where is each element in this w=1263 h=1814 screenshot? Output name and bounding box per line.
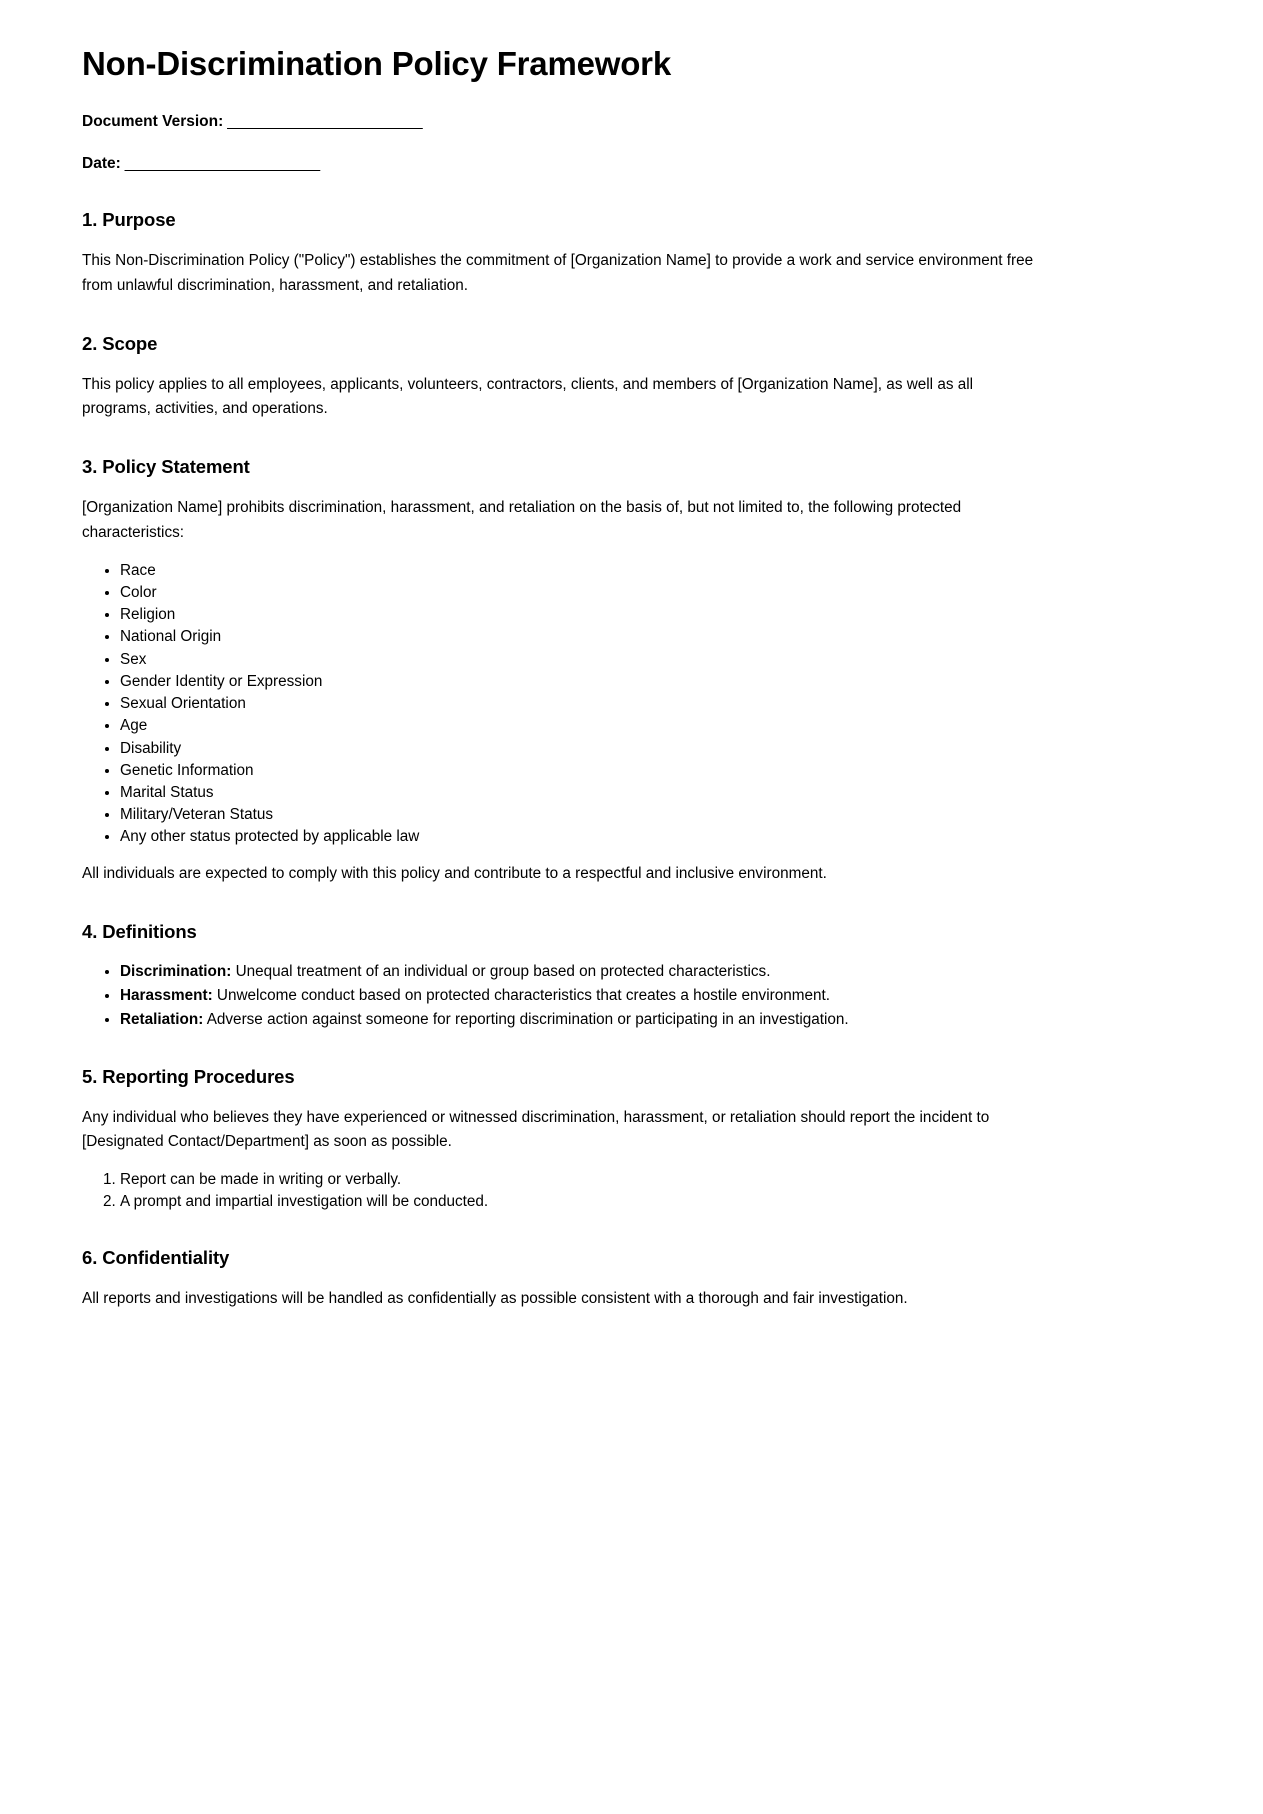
protected-characteristics-list xyxy=(82,560,1193,848)
document-version-label: Document Version: xyxy=(82,112,224,130)
list-item xyxy=(120,1009,1193,1031)
section-heading-reporting-procedures: 5. Reporting Procedures xyxy=(82,1065,295,1087)
list-item: • Military/Veteran Status xyxy=(120,804,1193,826)
section-confidentiality-paragraph: All reports and investigations will be handled as confidentially as possible consistent with a thorough and fair investigation. xyxy=(82,1290,908,1308)
list-item: • Color xyxy=(120,582,1193,604)
section-reporting-procedures-intro: Any individual who believes they have experienced or witnessed discrimination, harassment, or retaliation should report the incident to [Designated Contact/Department] as soon as possible. xyxy=(82,1108,990,1151)
section-policy-statement-closing: All individuals are expected to comply with this policy and contribute to a respectful and inclusive environment. xyxy=(82,865,827,883)
section-scope xyxy=(82,332,1193,423)
list-item: • Gender Identity or Expression xyxy=(120,671,1193,693)
definitions-list xyxy=(82,961,1193,1032)
section-scope-paragraph: This policy applies to all employees, applicants, volunteers, contractors, clients, and members of [Organization Name], as well as all programs, activities, and operations. xyxy=(82,375,974,418)
definition-term: Retaliation: xyxy=(120,1011,204,1029)
list-item: • National Origin xyxy=(120,626,1193,648)
list-item: • Genetic Information xyxy=(120,760,1193,782)
section-heading-purpose: 1. Purpose xyxy=(82,209,176,231)
date-label: Date: xyxy=(82,154,121,172)
list-item: • Disability xyxy=(120,738,1193,760)
page-title: Non-Discrimination Policy Framework xyxy=(82,45,671,82)
section-policy-statement xyxy=(82,455,1193,887)
section-heading-definitions: 4. Definitions xyxy=(82,920,197,942)
list-item: • Marital Status xyxy=(120,782,1193,804)
date-input[interactable]: ________________________ xyxy=(124,154,320,172)
section-reporting-procedures xyxy=(82,1065,1193,1214)
definition-text: Unwelcome conduct based on protected characteristics that creates a hostile environment. xyxy=(212,987,830,1005)
section-heading-scope: 2. Scope xyxy=(82,332,158,354)
section-purpose xyxy=(82,208,1193,299)
definition-term: Discrimination: xyxy=(120,962,232,980)
definition-term: Harassment: xyxy=(120,987,213,1005)
list-item: • Sexual Orientation xyxy=(120,693,1193,715)
definition-text: Adverse action against someone for reporting discrimination or participating in an investigation. xyxy=(203,1011,849,1029)
list-item: • Age xyxy=(120,715,1193,737)
section-heading-policy-statement: 3. Policy Statement xyxy=(82,456,250,478)
section-purpose-paragraph: This Non-Discrimination Policy ("Policy") establishes the commitment of [Organization Name] to provide a work and service environment free from unlawful discrimination, harassment, and retaliation. xyxy=(82,252,1034,294)
date-field xyxy=(82,152,1193,175)
list-item xyxy=(120,985,1193,1007)
reporting-steps-list xyxy=(82,1169,1193,1213)
list-item: • Race xyxy=(120,560,1193,582)
section-policy-statement-intro: [Organization Name] prohibits discrimination, harassment, and retaliation on the basis of, but not limited to, the following protected characteristics: xyxy=(82,499,962,542)
list-item: • Any other status protected by applicable law xyxy=(120,826,1193,848)
section-heading-confidentiality: 6. Confidentiality xyxy=(82,1247,230,1269)
section-confidentiality xyxy=(82,1246,1193,1312)
list-item: • Religion xyxy=(120,604,1193,626)
list-item xyxy=(120,961,1193,983)
definition-text: Unequal treatment of an individual or group based on protected characteristics. xyxy=(231,962,771,980)
list-item: 2. A prompt and impartial investigation will be conducted. xyxy=(120,1191,1193,1213)
document-version-field xyxy=(82,110,1193,133)
list-item: 1. Report can be made in writing or verbally. xyxy=(120,1169,1193,1191)
list-item: • Sex xyxy=(120,649,1193,671)
section-definitions xyxy=(82,920,1193,1032)
document-version-input[interactable]: ________________________ xyxy=(227,112,423,130)
